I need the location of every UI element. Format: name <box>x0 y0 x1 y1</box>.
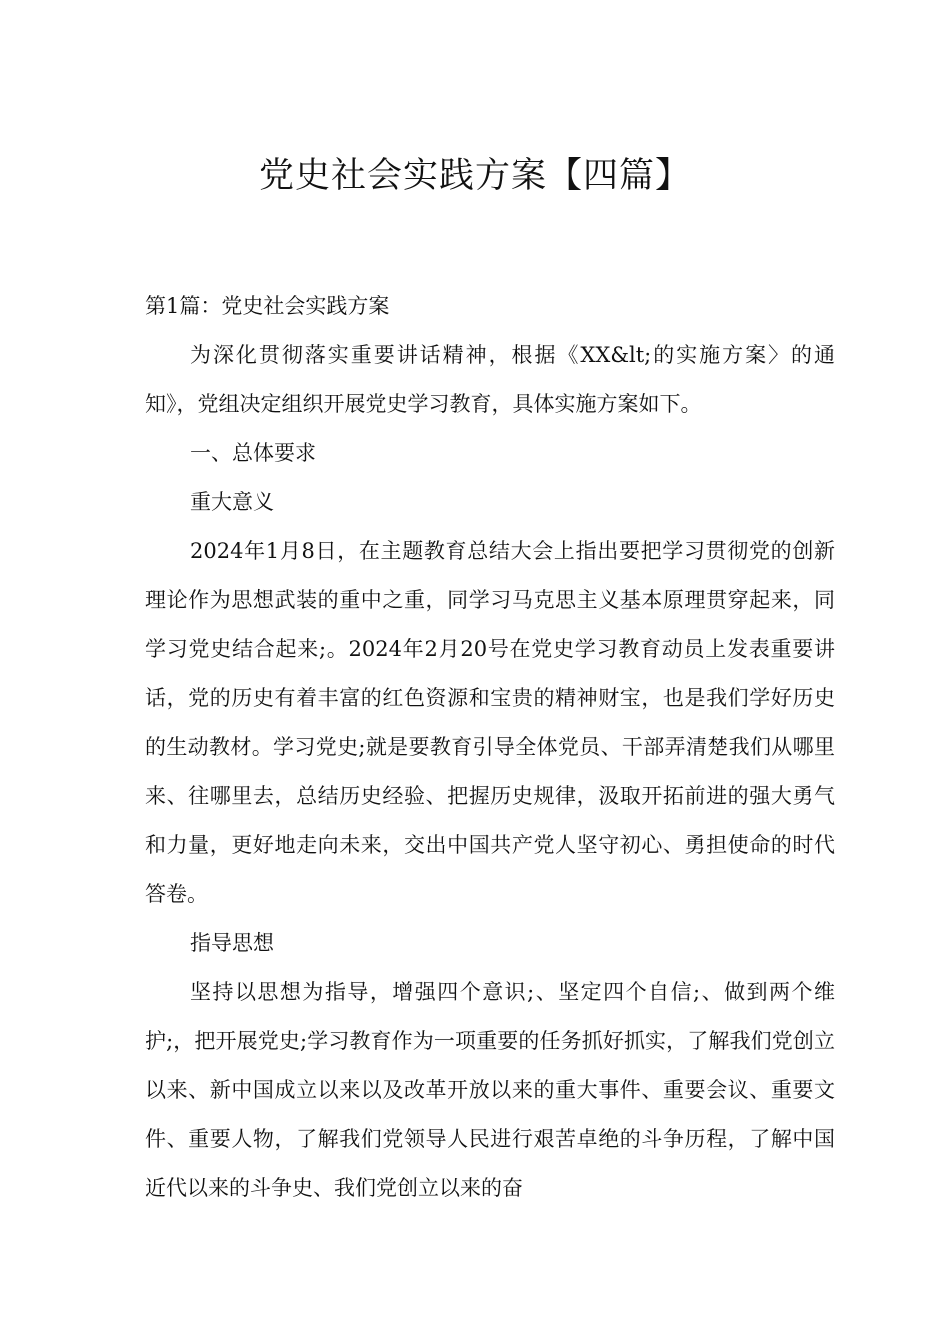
section-heading-general-requirements: 一、总体要求 <box>190 441 316 465</box>
document-title: 党史社会实践方案【四篇】 <box>258 156 691 197</box>
intro-paragraph: 为深化贯彻落实重要讲话精神，根据《XX&lt;的实施方案〉的通知》，党组决定组织开展党史学习教育，具体实施方案如下。 <box>145 343 835 416</box>
subheading-significance: 重大意义 <box>190 490 274 514</box>
document-body <box>145 282 835 1213</box>
significance-paragraph: 2024年1月8日，在主题教育总结大会上指出要把学习贯彻党的创新理论作为思想武装的重中之重，同学习马克思主义基本原理贯穿起来，同学习党史结合起来;。2024年2月20号在党史学习教育动员上发表重要讲话，党的历史有着丰富的红色资源和宝贵的精神财宝，也是我们学好历史的生动教材。学习党史;就是要教育引导全体党员、干部弄清楚我们从哪里来、往哪里去，总结历史经验、把握历史规律，汲取开拓前进的强大勇气和力量，更好地走向未来，交出中国共产党人坚守初心、勇担使命的时代答卷。 <box>145 539 835 906</box>
subheading-guiding-thought: 指导思想 <box>190 931 274 955</box>
chapter-heading: 第1篇：党史社会实践方案 <box>145 294 390 318</box>
guiding-thought-paragraph: 坚持以思想为指导，增强四个意识;、坚定四个自信;、做到两个维护;，把开展党史;学习教育作为一项重要的任务抓好抓实，了解我们党创立以来、新中国成立以来以及改革开放以来的重大事件、重要会议、重要文件、重要人物，了解我们党领导人民进行艰苦卓绝的斗争历程，了解中国近代以来的斗争史、我们党创立以来的奋 <box>145 980 835 1200</box>
